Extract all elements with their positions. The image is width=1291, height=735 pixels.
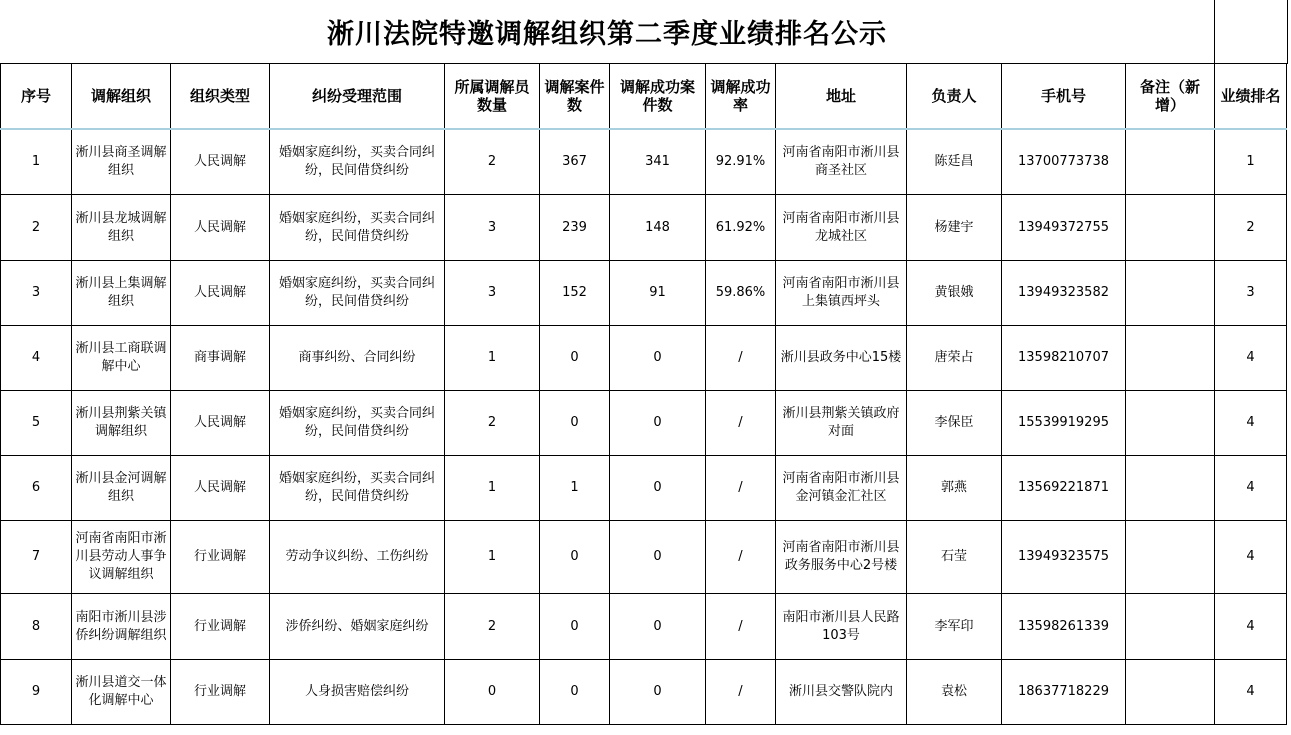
cell-no-text: 4: [31, 350, 41, 365]
cell-type-text: 人民调解: [193, 154, 246, 169]
table-body: [1, 129, 1287, 725]
cell-no[interactable]: [1, 195, 72, 261]
cell-no-text: 8: [31, 618, 41, 634]
cell-no[interactable]: [1, 326, 72, 391]
cell-person[interactable]: [907, 129, 1002, 195]
table-row: [1, 326, 1287, 391]
cell-rank[interactable]: [1215, 326, 1287, 391]
cell-no[interactable]: [1, 391, 72, 456]
cell-type-text: 人民调解: [193, 285, 246, 300]
cell-org[interactable]: [72, 326, 171, 391]
cell-cases[interactable]: [540, 129, 610, 195]
cell-rate[interactable]: [706, 391, 776, 456]
cell-type[interactable]: [171, 456, 270, 521]
cell-address-text: 淅川县政务中心15楼: [780, 350, 902, 365]
cell-type[interactable]: [171, 594, 270, 660]
cell-cases[interactable]: [540, 594, 610, 660]
cell-address[interactable]: [776, 456, 907, 521]
cell-no[interactable]: [1, 261, 72, 326]
cell-org[interactable]: [72, 195, 171, 261]
cell-no[interactable]: [1, 594, 72, 660]
cell-note[interactable]: [1126, 195, 1215, 261]
cell-address-text: 河南省南阳市淅川县上集镇西坪头: [782, 276, 900, 309]
cell-org-text: 淅川县工商联调解中心: [75, 341, 167, 374]
cell-type[interactable]: [171, 326, 270, 391]
cell-mediators[interactable]: [445, 195, 540, 261]
cell-cases[interactable]: [540, 195, 610, 261]
cell-rank[interactable]: [1215, 456, 1287, 521]
cell-type[interactable]: [171, 660, 270, 725]
cell-success-text: 0: [653, 415, 662, 430]
cell-success-text: 0: [653, 549, 662, 564]
header-note[interactable]: 备注（新增）: [1126, 64, 1215, 130]
cell-person[interactable]: [907, 261, 1002, 326]
cell-scope-text: 婚姻家庭纠纷，买卖合同纠纷，民间借贷纠纷: [278, 145, 435, 178]
cell-person[interactable]: [907, 391, 1002, 456]
cell-address-text: 淅川县交警队院内: [788, 684, 893, 699]
cell-rate[interactable]: [706, 261, 776, 326]
cell-mediators-text: 2: [487, 415, 497, 430]
cell-success[interactable]: [610, 660, 706, 725]
cell-mediators[interactable]: [445, 594, 540, 660]
cell-mediators-text: 1: [487, 480, 497, 495]
cell-type[interactable]: [171, 129, 270, 195]
cell-success[interactable]: [610, 594, 706, 660]
table-row: [1, 391, 1287, 456]
cell-phone[interactable]: [1002, 456, 1126, 521]
header-rank[interactable]: 业绩排名: [1215, 64, 1287, 130]
cell-scope-text: 人身损害赔偿纠纷: [304, 684, 409, 699]
cell-success-text: 0: [653, 350, 662, 365]
cell-type[interactable]: [171, 261, 270, 326]
cell-mediators[interactable]: [445, 456, 540, 521]
cell-org[interactable]: [72, 594, 171, 660]
cell-no-text: 2: [31, 219, 41, 235]
cell-cases-text: 0: [570, 350, 579, 365]
cell-rank-text: 4: [1246, 350, 1255, 365]
cell-mediators-text: 1: [487, 350, 497, 365]
header-org[interactable]: 调解组织: [72, 64, 171, 130]
cell-rank-text: 1: [1246, 154, 1255, 169]
cell-success-text: 341: [645, 154, 670, 169]
cell-person-text: 唐荣占: [934, 350, 974, 365]
cell-person[interactable]: [907, 326, 1002, 391]
page-title: 淅川法院特邀调解组织第二季度业绩排名公示: [327, 19, 887, 50]
cell-cases-text: 367: [562, 154, 587, 169]
cell-person[interactable]: [907, 594, 1002, 660]
cell-address-text: 南阳市淅川县人民路103号: [782, 609, 900, 643]
cell-cases-text: 0: [570, 415, 579, 430]
cell-success[interactable]: [610, 456, 706, 521]
cell-type[interactable]: [171, 391, 270, 456]
cell-person-text: 黄银娥: [934, 285, 974, 300]
cell-rank[interactable]: [1215, 594, 1287, 660]
header-rate[interactable]: 调解成功率: [706, 64, 776, 130]
cell-cases-text: 0: [570, 618, 579, 634]
cell-person-text: 袁松: [940, 684, 967, 699]
header-type[interactable]: 组织类型: [171, 64, 270, 130]
cell-no[interactable]: [1, 456, 72, 521]
cell-success-text: 0: [653, 480, 662, 495]
cell-mediators[interactable]: [445, 261, 540, 326]
table-row: [1, 129, 1287, 195]
cell-type-text: 行业调解: [193, 684, 246, 699]
header-cases[interactable]: 调解案件数: [540, 64, 610, 130]
cell-note[interactable]: [1126, 594, 1215, 660]
cell-mediators[interactable]: [445, 326, 540, 391]
cell-cases[interactable]: [540, 326, 610, 391]
cell-success[interactable]: [610, 391, 706, 456]
cell-address[interactable]: [776, 521, 907, 594]
cell-scope[interactable]: [270, 261, 445, 326]
cell-rate-text: /: [738, 549, 743, 564]
cell-success[interactable]: [610, 261, 706, 326]
cell-address[interactable]: [776, 195, 907, 261]
cell-address[interactable]: [776, 261, 907, 326]
table-row: [1, 521, 1287, 594]
header-address[interactable]: 地址: [776, 64, 907, 130]
cell-scope[interactable]: [270, 521, 445, 594]
cell-rate[interactable]: [706, 521, 776, 594]
cell-person-text: 李军印: [934, 618, 974, 634]
cell-type-text: 行业调解: [193, 549, 246, 564]
cell-rank[interactable]: [1215, 391, 1287, 456]
cell-phone-text: 13598210707: [1018, 350, 1109, 365]
cell-address[interactable]: [776, 129, 907, 195]
cell-cases[interactable]: [540, 456, 610, 521]
cell-rank-text: 2: [1246, 219, 1255, 235]
cell-scope[interactable]: [270, 660, 445, 725]
cell-rank-text: 4: [1246, 549, 1255, 564]
cell-no-text: 1: [31, 154, 41, 169]
cell-success-text: 0: [653, 618, 662, 634]
cell-rank[interactable]: [1215, 660, 1287, 725]
cell-scope[interactable]: [270, 456, 445, 521]
cell-rate[interactable]: [706, 326, 776, 391]
table-row: [1, 660, 1287, 725]
cell-rank-text: 4: [1246, 618, 1255, 634]
table-row: [1, 261, 1287, 326]
cell-mediators-text: 3: [487, 285, 497, 300]
cell-note[interactable]: [1126, 660, 1215, 725]
cell-address[interactable]: [776, 594, 907, 660]
cell-scope-text: 婚姻家庭纠纷，买卖合同纠纷，民间借贷纠纷: [278, 406, 435, 439]
cell-address-text: 河南省南阳市淅川县商圣社区: [782, 145, 900, 178]
cell-rate-text: /: [738, 684, 743, 699]
cell-note[interactable]: [1126, 261, 1215, 326]
cell-type-text: 商事调解: [193, 350, 246, 365]
cell-no[interactable]: [1, 521, 72, 594]
cell-phone-text: 13598261339: [1018, 618, 1109, 634]
table-row: [1, 594, 1287, 660]
cell-rank-text: 3: [1246, 285, 1255, 300]
cell-mediators[interactable]: [445, 129, 540, 195]
cell-scope[interactable]: [270, 326, 445, 391]
cell-address[interactable]: [776, 391, 907, 456]
cell-scope-text: 劳动争议纠纷、工伤纠纷: [285, 549, 429, 564]
cell-address[interactable]: [776, 660, 907, 725]
cell-phone[interactable]: [1002, 660, 1126, 725]
cell-rate-text: 59.86%: [715, 285, 766, 300]
cell-phone-text: 13700773738: [1018, 154, 1109, 169]
cell-no-text: 7: [31, 549, 41, 564]
cell-org-text: 淅川县道交一体化调解中心: [75, 675, 167, 708]
cell-phone[interactable]: [1002, 391, 1126, 456]
cell-success-text: 0: [653, 684, 662, 699]
header-row: [1, 64, 1287, 130]
cell-org[interactable]: [72, 660, 171, 725]
cell-cases[interactable]: [540, 261, 610, 326]
cell-mediators-text: 2: [487, 618, 497, 634]
cell-phone[interactable]: [1002, 521, 1126, 594]
cell-org-text: 淅川县龙城调解组织: [75, 210, 167, 244]
cell-scope[interactable]: [270, 129, 445, 195]
cell-scope-text: 婚姻家庭纠纷，买卖合同纠纷，民间借贷纠纷: [278, 276, 435, 309]
cell-scope[interactable]: [270, 195, 445, 261]
cell-rate[interactable]: [706, 456, 776, 521]
cell-scope-text: 婚姻家庭纠纷，买卖合同纠纷，民间借贷纠纷: [278, 471, 435, 504]
cell-success-text: 148: [645, 219, 670, 235]
cell-rate-text: /: [738, 480, 743, 495]
cell-note[interactable]: [1126, 129, 1215, 195]
cell-type-text: 行业调解: [193, 618, 246, 634]
cell-success[interactable]: [610, 129, 706, 195]
cell-phone-text: 13569221871: [1018, 480, 1109, 495]
cell-success[interactable]: [610, 195, 706, 261]
cell-org-text: 淅川县金河调解组织: [75, 471, 167, 504]
cell-phone[interactable]: [1002, 594, 1126, 660]
table-row: [1, 456, 1287, 521]
cell-note[interactable]: [1126, 521, 1215, 594]
cell-org[interactable]: [72, 521, 171, 594]
cell-rank-text: 4: [1246, 684, 1255, 699]
cell-address-text: 河南省南阳市淅川县龙城社区: [782, 210, 900, 244]
header-scope[interactable]: 纠纷受理范围: [270, 64, 445, 130]
cell-address-text: 淅川县荆紫关镇政府对面: [782, 406, 900, 439]
cell-phone[interactable]: [1002, 326, 1126, 391]
cell-rate[interactable]: [706, 129, 776, 195]
cell-note[interactable]: [1126, 456, 1215, 521]
cell-address[interactable]: [776, 326, 907, 391]
cell-phone-text: 18637718229: [1018, 684, 1109, 699]
cell-mediators[interactable]: [445, 391, 540, 456]
cell-phone-text: 13949323582: [1018, 285, 1109, 300]
cell-org-text: 淅川县商圣调解组织: [75, 145, 167, 178]
cell-type-text: 人民调解: [193, 415, 246, 430]
cell-cases-text: 152: [562, 285, 587, 300]
title-cell[interactable]: [0, 0, 1214, 64]
cell-success[interactable]: [610, 326, 706, 391]
cell-rank[interactable]: [1215, 129, 1287, 195]
cell-type[interactable]: [171, 195, 270, 261]
cell-rate-text: 61.92%: [715, 219, 766, 235]
cell-type-text: 人民调解: [193, 480, 246, 495]
cell-type-text: 人民调解: [193, 219, 246, 235]
cell-org-text: 淅川县荆紫关镇调解组织: [75, 406, 167, 439]
cell-phone[interactable]: [1002, 129, 1126, 195]
cell-phone-text: 13949372755: [1018, 219, 1109, 235]
header-mediators[interactable]: 所属调解员数量: [445, 64, 540, 130]
cell-org[interactable]: [72, 129, 171, 195]
cell-address-text: 河南省南阳市淅川县政务服务中心2号楼: [782, 540, 900, 573]
cell-person[interactable]: [907, 521, 1002, 594]
cell-mediators[interactable]: [445, 521, 540, 594]
cell-mediators-text: 2: [487, 154, 497, 169]
cell-cases[interactable]: [540, 391, 610, 456]
cell-org-text: 淅川县上集调解组织: [75, 276, 167, 309]
cell-mediators-text: 1: [487, 549, 497, 564]
table-row: [1, 195, 1287, 261]
cell-org-text: 河南省南阳市淅川县劳动人事争议调解组织: [75, 531, 167, 582]
cell-rank-text: 4: [1246, 480, 1255, 495]
cell-scope[interactable]: [270, 594, 445, 660]
cell-rank[interactable]: [1215, 521, 1287, 594]
cell-cases[interactable]: [540, 521, 610, 594]
cell-success-text: 91: [649, 285, 666, 300]
header-person[interactable]: 负责人: [907, 64, 1002, 130]
cell-scope-text: 涉侨纠纷、婚姻家庭纠纷: [285, 618, 429, 634]
header-success[interactable]: 调解成功案件数: [610, 64, 706, 130]
cell-cases-text: 239: [562, 219, 587, 235]
cell-phone-text: 13949323575: [1018, 549, 1109, 564]
cell-no-text: 6: [31, 480, 41, 495]
cell-rank-text: 4: [1246, 415, 1255, 430]
cell-rate-text: 92.91%: [715, 154, 766, 169]
cell-rate[interactable]: [706, 195, 776, 261]
cell-person[interactable]: [907, 195, 1002, 261]
cell-person-text: 郭燕: [940, 480, 967, 495]
cell-org-text: 南阳市淅川县涉侨纠纷调解组织: [75, 609, 167, 643]
title-side-cell[interactable]: [1214, 0, 1288, 64]
cell-mediators-text: 3: [487, 219, 497, 235]
cell-no-text: 3: [31, 285, 41, 300]
cell-phone-text: 15539919295: [1018, 415, 1109, 430]
cell-mediators-text: 0: [487, 684, 497, 699]
cell-note[interactable]: [1126, 326, 1215, 391]
header-phone[interactable]: 手机号: [1002, 64, 1126, 130]
cell-org[interactable]: [72, 456, 171, 521]
ranking-table: [0, 63, 1287, 725]
cell-cases-text: 0: [570, 549, 579, 564]
cell-person-text: 石莹: [940, 549, 967, 564]
cell-no-text: 9: [31, 684, 41, 699]
cell-rate-text: /: [738, 618, 743, 634]
cell-phone[interactable]: [1002, 261, 1126, 326]
cell-rank[interactable]: [1215, 261, 1287, 326]
cell-person-text: 李保臣: [934, 415, 974, 430]
cell-scope-text: 婚姻家庭纠纷，买卖合同纠纷，民间借贷纠纷: [278, 210, 435, 244]
cell-no[interactable]: [1, 129, 72, 195]
cell-address-text: 河南省南阳市淅川县金河镇金汇社区: [782, 471, 900, 504]
cell-mediators[interactable]: [445, 660, 540, 725]
cell-cases[interactable]: [540, 660, 610, 725]
cell-phone[interactable]: [1002, 195, 1126, 261]
cell-scope-text: 商事纠纷、合同纠纷: [298, 350, 416, 365]
cell-person[interactable]: [907, 660, 1002, 725]
cell-rate[interactable]: [706, 660, 776, 725]
cell-cases-text: 1: [570, 480, 579, 495]
cell-success[interactable]: [610, 521, 706, 594]
cell-no-text: 5: [31, 415, 41, 430]
cell-person-text: 杨建宇: [934, 219, 974, 235]
cell-type[interactable]: [171, 521, 270, 594]
cell-org[interactable]: [72, 261, 171, 326]
cell-org[interactable]: [72, 391, 171, 456]
cell-rate[interactable]: [706, 594, 776, 660]
cell-no[interactable]: [1, 660, 72, 725]
cell-person-text: 陈廷昌: [934, 154, 974, 169]
cell-cases-text: 0: [570, 684, 579, 699]
cell-scope[interactable]: [270, 391, 445, 456]
cell-person[interactable]: [907, 456, 1002, 521]
header-no[interactable]: 序号: [1, 64, 72, 130]
cell-rate-text: /: [738, 415, 743, 430]
cell-rate-text: /: [738, 350, 743, 365]
cell-note[interactable]: [1126, 391, 1215, 456]
cell-rank[interactable]: [1215, 195, 1287, 261]
